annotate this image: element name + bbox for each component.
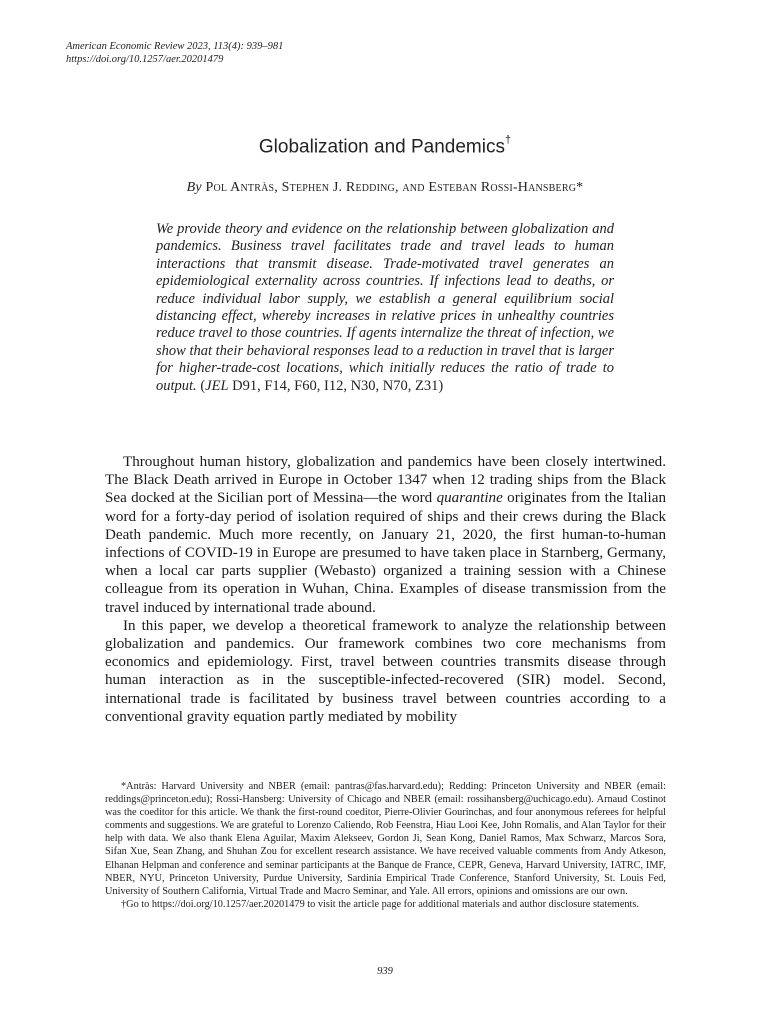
title-text: Globalization and Pandemics <box>258 136 505 158</box>
jel-open: ( <box>200 377 206 394</box>
paragraph-1-text-a: Throughout human history, globalization and pandemics have been closely intertwined. The Black Death arrived in Europe in October 1347 when 12 trading ships from the Black Sea docked at the Sicilian port of Messina—the word <box>105 454 666 507</box>
article-title <box>0 136 770 158</box>
jel-codes <box>200 378 443 394</box>
by-label: By <box>186 180 202 195</box>
paragraph-1-emphasis: quarantine <box>436 490 503 507</box>
doi-link[interactable]: https://doi.org/10.1257/aer.20201479 <box>66 54 224 65</box>
title-footnote-mark[interactable]: † <box>504 134 512 146</box>
abstract <box>156 221 614 395</box>
footnotes <box>105 780 666 911</box>
paragraph-1-text-b: originates from the Italian word for a forty-day period of isolation required of ships and their crews during the Black Death pandemic. Much more recently, on January 21, 2020, the first human-to-human infections of COVID-19 in Europe are presumed to have taken place in Starnberg, Germany, when a local car parts supplier (Webasto) organized a training session with a Chinese colleague from its operation in Wuhan, China. Examples of disease transmission from the travel induced by international trade abound. <box>105 490 666 616</box>
abstract-text: We provide theory and evidence on the relationship between globalization and pandemics. Business travel facilitates trade and travel leads to human interactions that transmit disease. Trade-motivated travel generates an epidemiological externality across countries. If infections lead to deaths, or reduce individual labor supply, we establish a general equilibrium social distancing effect, whereby increases in relative prices in unhealthy countries reduce travel to those countries. If agents internalize the threat of infection, we show that their behavioral responses lead to a reduction in travel that is larger for higher-trade-cost locations, which initially reduces the ratio of trade to output. <box>156 221 615 394</box>
page-number: 939 <box>377 966 393 977</box>
author-footnote-mark[interactable]: * <box>576 180 584 195</box>
body-paragraph-2: In this paper, we develop a theoretical framework to analyze the relationship between globalization and pandemics. Our framework combines two core mechanisms from economics and epidemiology. First, travel between countries transmits disease through human interaction as in the susceptible-infected-recovered (SIR) model. Second, international trade is facilitated by business travel between countries according to a conventional gravity equation partly mediated by mobility <box>105 617 666 725</box>
jel-code-list: D91, F14, F60, I12, N30, N70, Z31) <box>232 377 444 394</box>
citation-line: American Economic Review 2023, 113(4): 939–981 <box>66 41 284 52</box>
footnote-article-link: †Go to https://doi.org/10.1257/aer.20201479 to visit the article page for additional materials and author disclosure statements. <box>121 898 639 910</box>
jel-label: JEL <box>205 377 229 394</box>
author-line <box>0 180 770 196</box>
author-names: Pol Antràs, Stephen J. Redding, and Esteban Rossi-Hansberg <box>205 180 577 195</box>
footnote-author-affiliations: *Antràs: Harvard University and NBER (email: pantras@fas.harvard.edu); Redding: Princeton University and NBER (email: reddings@princeton.edu); Rossi-Hansberg: University of Chicago and NBER (email: rossihansberg@uchicago.edu). Arnaud Costinot was the coeditor for this article. We thank the first-round coeditor, Pierre-Olivier Gourinchas, and four anonymous referees for helpful comments and suggestions. We are grateful to Lorenzo Caliendo, Rob Feenstra, Hiau Looi Kee, John Romalis, and Alan Taylor for their help with data. We also thank Elena Aguilar, Maxim Alekseev, Gordon Ji, Sean Kong, Daniel Ramos, Max Schwarz, Marcos Sora, Sifan Xue, Sean Zhang, and Shuhan Zou for excellent research assistance. We have received valuable comments from Andy Atkeson, Elhanan Helpman and conference and seminar participants at the Banque de France, CEPR, Geneva, Harvard University, IATRC, IMF, NBER, NYU, Princeton University, Purdue University, Sardinia Empirical Trade Conference, Stanford University, St. Louis Fed, University of Southern California, Virtual Trade and Macro Seminar, and Yale. All errors, opinions and omissions are our own. <box>105 781 666 897</box>
journal-header <box>66 40 283 66</box>
body-paragraph-1 <box>105 453 666 617</box>
main-text <box>105 453 666 726</box>
